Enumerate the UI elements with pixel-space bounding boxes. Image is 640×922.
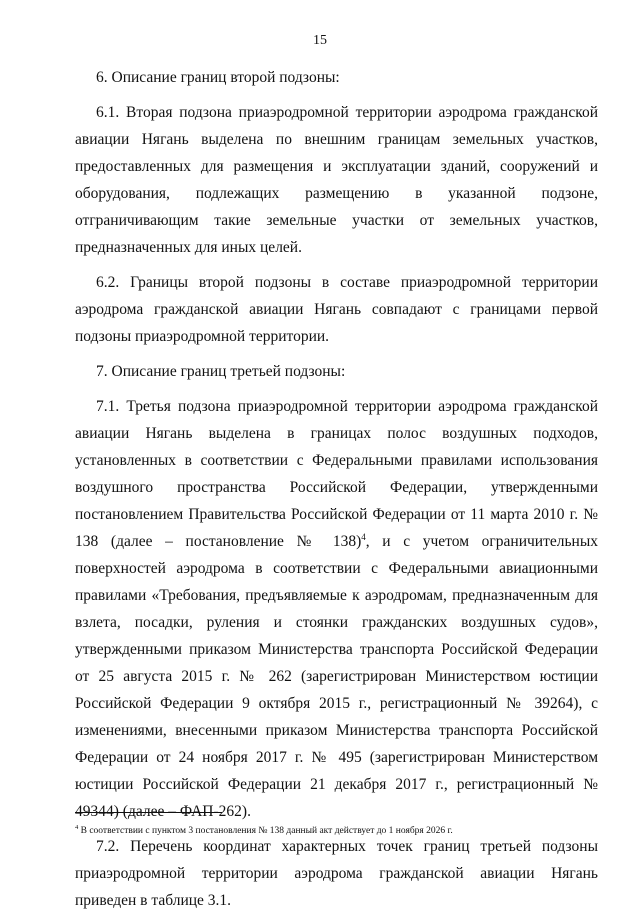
paragraph-7-2: 7.2. Перечень координат характерных точек границ третьей подзоны приаэродромной территории аэродрома гражданской авиации Нягань приведен в таблице 3.1.: [75, 838, 598, 909]
footnote-separator: [75, 812, 222, 813]
section-6-heading: 6. Описание границ второй подзоны:: [96, 69, 340, 86]
page-number: 15: [313, 33, 327, 48]
footnote-marker: 4: [75, 823, 79, 831]
document-body: [75, 64, 598, 922]
paragraph-6-1: 6.1. Вторая подзона приаэродромной территории аэродрома гражданской авиации Нягань выделена по внешним границам земельных участков, предоставленных для размещения и эксплуатации зданий, сооружений и оборудования, подлежащих размещению в указанной подзоне, отграничивающим такие земельные участки от земельных участков, предназначенных для иных целей.: [75, 104, 598, 256]
paragraph-7-1-text-before-ref: 7.1. Третья подзона приаэродромной территории аэродрома гражданской авиации Нягань выделена в границах полос воздушных подходов, установленных в соответствии с Федеральными правилами использования воздушного пространства Российской Федерации, утвержденными постановлением Правительства Российской Федерации от 11 марта 2010 г. № 138 (далее – постановление № 138): [75, 398, 598, 550]
footnote: [75, 825, 598, 837]
paragraph-7-1-text-after-ref: , и с учетом ограничительных поверхностей аэродрома в соответствии с Федеральными авиационными правилами «Требования, предъявляемые к аэродромам, предназначенным для взлета, посадки, руления и стоянки гражданских воздушных судов», утвержденными приказом Министерства транспорта Российской Федерации от 25 августа 2015 г. № 262 (зарегистрирован Министерством юстиции Российской Федерации 9 октября 2015 г., регистрационный № 39264), с изменениями, внесенными приказом Министерства транспорта Российской Федерации от 24 ноября 2017 г. № 495 (зарегистрирован Министерством юстиции Российской Федерации 21 декабря 2017 г., регистрационный № 49344) (далее – ФАП-262).: [75, 533, 599, 820]
paragraph-6-2: 6.2. Границы второй подзоны в составе приаэродромной территории аэродрома гражданской авиации Нягань совпадают с границами первой подзоны приаэродромной территории.: [75, 274, 598, 345]
section-7-heading: 7. Описание границ третьей подзоны:: [96, 363, 346, 380]
footnote-text: В соответствии с пунктом 3 постановления № 138 данный акт действует до 1 ноября 2026 г.: [80, 826, 453, 836]
footnote-reference: 4: [361, 531, 366, 542]
paragraph-7-1: [75, 393, 598, 825]
